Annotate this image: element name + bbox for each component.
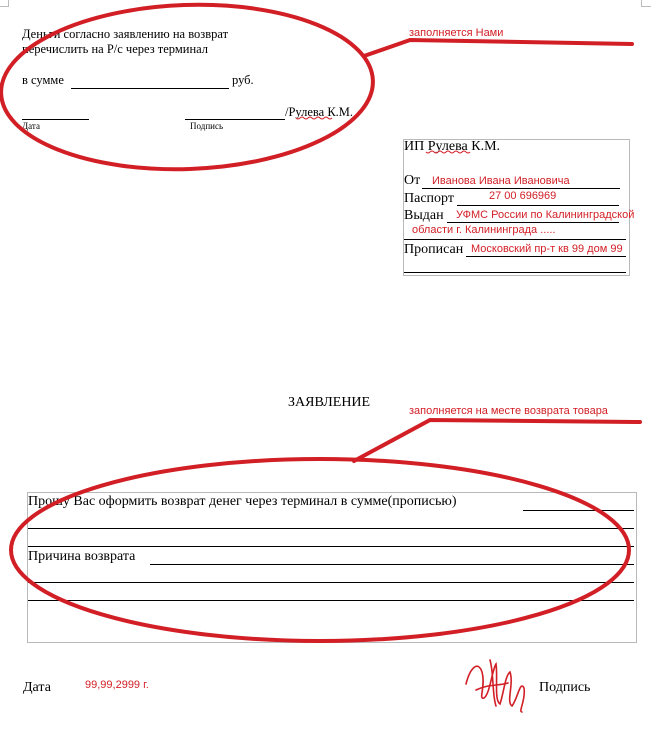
statement-box [27, 492, 637, 643]
footer-date-label: Дата [23, 680, 51, 695]
receipt-signature-blank [185, 119, 285, 120]
receipt-currency: руб. [232, 73, 254, 87]
statement-title: ЗАЯВЛЕНИЕ [288, 395, 371, 410]
header-registered-label: Прописан [404, 242, 464, 257]
header-issued-blank-2 [404, 239, 626, 240]
receipt-line-2: перечислить на Р/с через терминал [22, 42, 209, 56]
receipt-sum-label: в сумме [22, 73, 64, 87]
crop-mark-top-right-v [641, 0, 642, 7]
receipt-line-1: Деньги согласно заявлению на возврат [22, 27, 229, 41]
header-issued-value-1: УФМС России по Калининградской [456, 209, 635, 221]
header-registered-value: Московский пр-т кв 99 дом 99 [471, 243, 623, 255]
receipt-date-caption: Дата [22, 121, 40, 131]
crop-mark-top-left-h [0, 6, 8, 7]
top-pointer-line [364, 40, 632, 56]
header-issued-label: Выдан [404, 208, 444, 223]
header-issued-value-2: области г. Калининграда ..... [412, 224, 556, 236]
statement-line-5 [28, 582, 634, 583]
receipt-signer: /Рулева К.М. [285, 105, 354, 119]
header-registered-blank [466, 256, 626, 257]
statement-reason-label: Причина возврата [28, 549, 136, 564]
handwritten-signature [466, 660, 524, 712]
receipt-date-blank [22, 119, 89, 120]
header-from-blank [422, 188, 620, 189]
header-passport-label: Паспорт [404, 191, 454, 206]
statement-request-blank [523, 510, 634, 511]
header-from-label: От [404, 173, 421, 188]
receipt-sum-blank [71, 88, 229, 89]
receipt-signature-caption: Подпись [190, 121, 224, 131]
note-filled-by-us: заполняется Нами [409, 27, 504, 39]
header-passport-value: 27 00 696969 [489, 190, 557, 202]
statement-line-6 [28, 600, 634, 601]
statement-line-3 [28, 546, 634, 547]
footer-signature-label: Подпись [539, 680, 591, 695]
header-registered-blank-2 [404, 272, 626, 273]
statement-line-2 [28, 528, 634, 529]
crop-mark-top-left-v [8, 0, 9, 7]
note-filled-on-site: заполняется на месте возврата товара [409, 405, 608, 417]
footer-date-value: 99,99,2999 г. [85, 679, 149, 691]
statement-request: Прошу Вас оформить возврат денег через терминал в сумме(прописью) [28, 494, 457, 509]
crop-mark-top-right-h [641, 6, 651, 7]
header-to: ИП Рулева К.М. [404, 139, 501, 154]
bottom-pointer-line [354, 420, 640, 461]
header-passport-blank [457, 205, 619, 206]
statement-reason-blank [150, 564, 634, 565]
header-from-value: Иванова Ивана Ивановича [432, 175, 570, 187]
header-issued-blank-1 [447, 222, 619, 223]
